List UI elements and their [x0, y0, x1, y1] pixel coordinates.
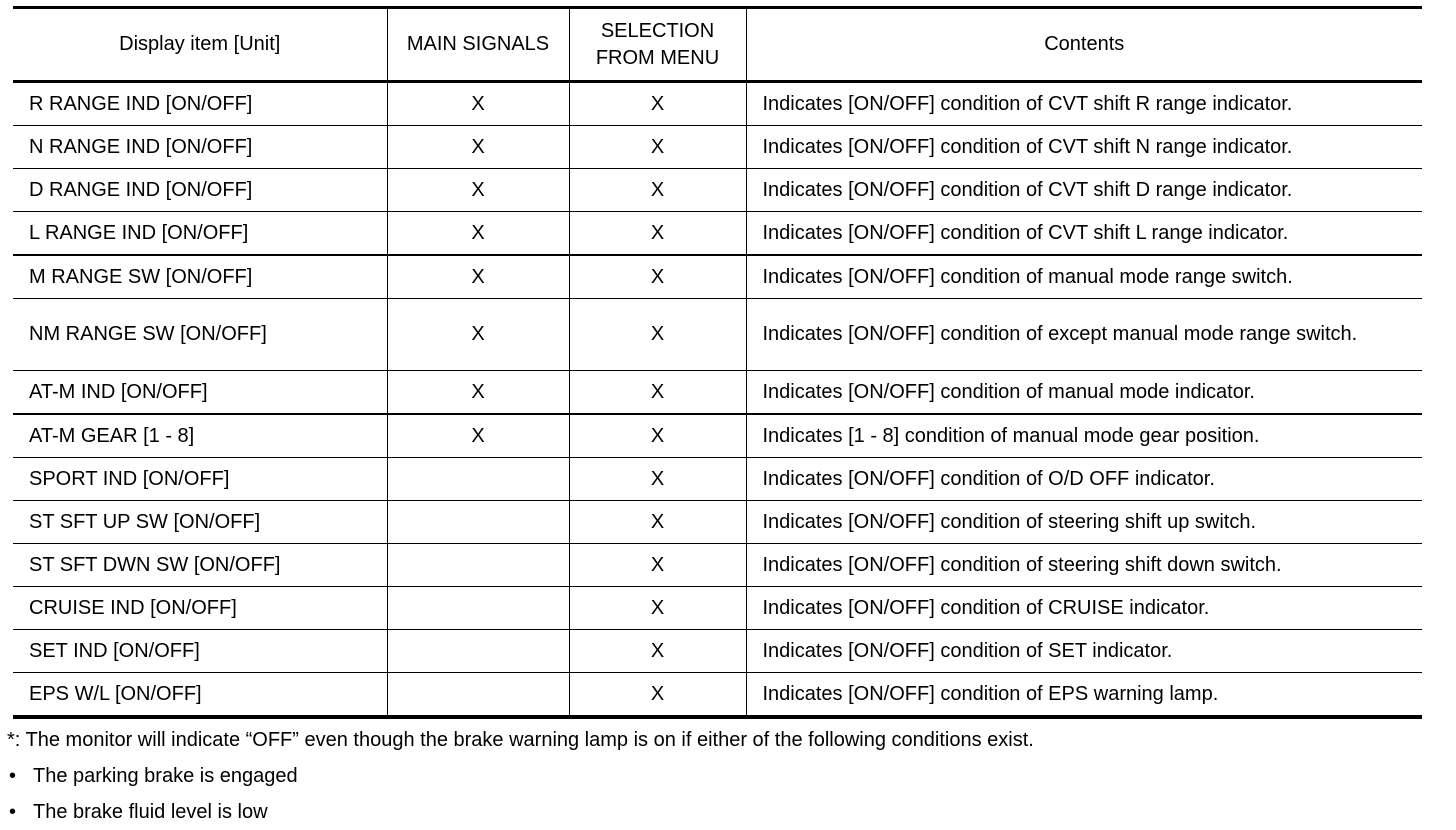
- cell-display-item: SET IND [ON/OFF]: [13, 630, 387, 673]
- header-selection-from-menu: SELECTION FROM MENU: [569, 8, 746, 82]
- cell-contents: Indicates [ON/OFF] condition of O/D OFF indicator.: [746, 458, 1422, 501]
- table-header-row: [13, 8, 1422, 82]
- cell-main-signals: X: [387, 169, 569, 212]
- cell-contents: Indicates [ON/OFF] condition of CVT shift D range indicator.: [746, 169, 1422, 212]
- cell-display-item: N RANGE IND [ON/OFF]: [13, 126, 387, 169]
- cell-selection-from-menu: X: [569, 126, 746, 169]
- cell-selection-from-menu: X: [569, 299, 746, 371]
- cell-main-signals: X: [387, 371, 569, 415]
- cell-contents: Indicates [ON/OFF] condition of except manual mode range switch.: [746, 299, 1422, 371]
- table-row: [13, 126, 1422, 169]
- cell-selection-from-menu: X: [569, 371, 746, 415]
- cell-selection-from-menu: X: [569, 255, 746, 299]
- cell-display-item: ST SFT DWN SW [ON/OFF]: [13, 544, 387, 587]
- cell-contents: Indicates [ON/OFF] condition of CRUISE indicator.: [746, 587, 1422, 630]
- bullet-marker: •: [9, 765, 17, 787]
- cell-selection-from-menu: X: [569, 501, 746, 544]
- cell-main-signals: [387, 458, 569, 501]
- bullet-text: The brake fluid level is low: [33, 801, 268, 823]
- table-row: [13, 82, 1422, 126]
- header-contents: Contents: [746, 8, 1422, 82]
- cell-main-signals: [387, 673, 569, 718]
- list-item: [9, 758, 1422, 794]
- cell-contents: Indicates [ON/OFF] condition of CVT shift L range indicator.: [746, 212, 1422, 256]
- table-row: [13, 630, 1422, 673]
- cell-contents: Indicates [ON/OFF] condition of manual mode indicator.: [746, 371, 1422, 415]
- cell-main-signals: X: [387, 414, 569, 458]
- cell-selection-from-menu: X: [569, 630, 746, 673]
- cell-main-signals: [387, 587, 569, 630]
- cell-selection-from-menu: X: [569, 673, 746, 718]
- cell-contents: Indicates [ON/OFF] condition of CVT shift R range indicator.: [746, 82, 1422, 126]
- cell-contents: Indicates [ON/OFF] condition of SET indicator.: [746, 630, 1422, 673]
- cell-display-item: CRUISE IND [ON/OFF]: [13, 587, 387, 630]
- cell-display-item: M RANGE SW [ON/OFF]: [13, 255, 387, 299]
- table-row: [13, 371, 1422, 415]
- table-row: [13, 544, 1422, 587]
- table-row: [13, 673, 1422, 718]
- cell-main-signals: X: [387, 255, 569, 299]
- table-row: [13, 255, 1422, 299]
- cell-display-item: NM RANGE SW [ON/OFF]: [13, 299, 387, 371]
- cell-display-item: AT-M IND [ON/OFF]: [13, 371, 387, 415]
- cell-contents: Indicates [ON/OFF] condition of EPS warning lamp.: [746, 673, 1422, 718]
- table-row: [13, 212, 1422, 256]
- cell-main-signals: X: [387, 212, 569, 256]
- footnotes: [7, 722, 1422, 830]
- cell-display-item: R RANGE IND [ON/OFF]: [13, 82, 387, 126]
- header-display-item: Display item [Unit]: [13, 8, 387, 82]
- cell-display-item: EPS W/L [ON/OFF]: [13, 673, 387, 718]
- cell-selection-from-menu: X: [569, 82, 746, 126]
- footnote-text: *: The monitor will indicate “OFF” even though the brake warning lamp is on if either of the following conditions exist.: [7, 729, 1034, 751]
- cell-main-signals: X: [387, 299, 569, 371]
- cell-display-item: AT-M GEAR [1 - 8]: [13, 414, 387, 458]
- table-row: [13, 414, 1422, 458]
- cell-selection-from-menu: X: [569, 169, 746, 212]
- table-row: [13, 587, 1422, 630]
- data-monitor-table: [13, 6, 1422, 719]
- cell-main-signals: [387, 630, 569, 673]
- table-row: [13, 299, 1422, 371]
- cell-contents: Indicates [ON/OFF] condition of CVT shift N range indicator.: [746, 126, 1422, 169]
- cell-contents: Indicates [ON/OFF] condition of manual mode range switch.: [746, 255, 1422, 299]
- cell-contents: Indicates [ON/OFF] condition of steering shift up switch.: [746, 501, 1422, 544]
- list-item: [9, 794, 1422, 830]
- table-row: [13, 458, 1422, 501]
- cell-display-item: D RANGE IND [ON/OFF]: [13, 169, 387, 212]
- cell-main-signals: X: [387, 82, 569, 126]
- table-row: [13, 169, 1422, 212]
- bullet-marker: •: [9, 801, 17, 823]
- cell-contents: Indicates [ON/OFF] condition of steering shift down switch.: [746, 544, 1422, 587]
- cell-display-item: ST SFT UP SW [ON/OFF]: [13, 501, 387, 544]
- cell-display-item: L RANGE IND [ON/OFF]: [13, 212, 387, 256]
- cell-selection-from-menu: X: [569, 544, 746, 587]
- cell-display-item: SPORT IND [ON/OFF]: [13, 458, 387, 501]
- bullet-text: The parking brake is engaged: [33, 765, 298, 787]
- cell-contents: Indicates [1 - 8] condition of manual mode gear position.: [746, 414, 1422, 458]
- cell-selection-from-menu: X: [569, 458, 746, 501]
- cell-selection-from-menu: X: [569, 212, 746, 256]
- cell-selection-from-menu: X: [569, 587, 746, 630]
- cell-selection-from-menu: X: [569, 414, 746, 458]
- document: [7, 6, 1422, 830]
- table-row: [13, 501, 1422, 544]
- cell-main-signals: [387, 544, 569, 587]
- header-main-signals: MAIN SIGNALS: [387, 8, 569, 82]
- cell-main-signals: X: [387, 126, 569, 169]
- cell-main-signals: [387, 501, 569, 544]
